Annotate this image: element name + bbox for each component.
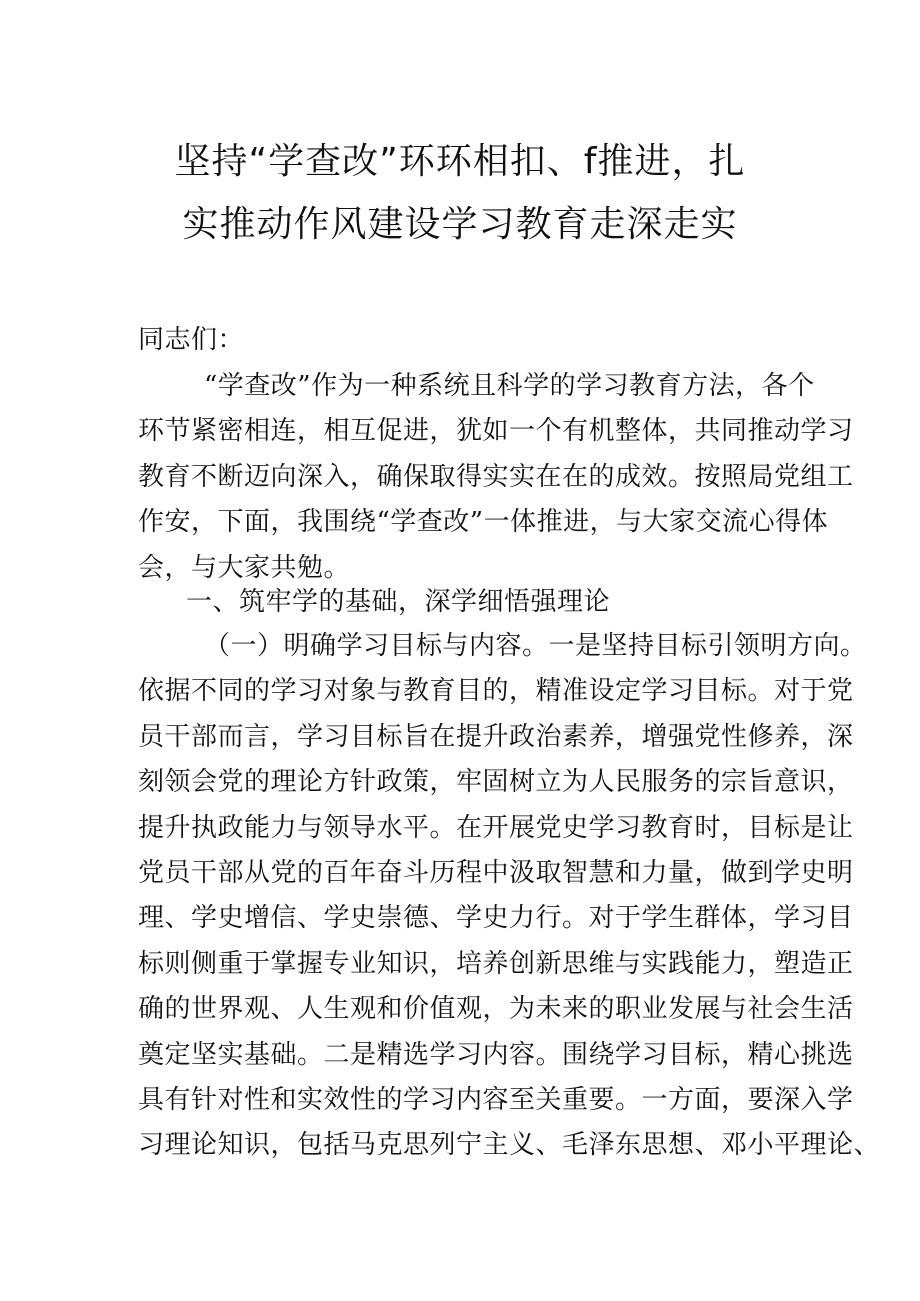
- paragraph-line: 作安，下面，我围绕“学查改”一体推进，与大家交流心得体: [138, 507, 829, 538]
- document-title-line-1: 坚持“学查改”环环相扣、f推进，扎: [174, 141, 746, 182]
- salutation: 同志们：: [138, 325, 245, 355]
- paragraph-line: 依据不同的学习对象与教育目的，精准设定学习目标。对于党: [138, 676, 854, 707]
- paragraph-line: 确的世界观、人生观和价值观，为未来的职业发展与社会生活: [138, 994, 854, 1025]
- paragraph-line: 习理论知识，包括马克思列宁主义、毛泽东思想、邓小平理论、: [138, 1130, 881, 1161]
- section-heading-text: 一、筑牢学的基础，深学细悟强理论: [186, 587, 611, 617]
- paragraph-line: 理、学史增信、学史崇德、学史力行。对于学生群体，学习目: [138, 903, 854, 934]
- paragraph-line: 党员干部从党的百年奋斗历程中汲取智慧和力量，做到学史明: [138, 857, 854, 888]
- paragraph-line: 标则侧重于掌握专业知识，培养创新思维与实践能力，塑造正: [138, 948, 854, 979]
- paragraph-line: （一）明确学习目标与内容。一是坚持目标引领明方向。: [204, 631, 867, 661]
- paragraph-line: 教育不断迈向深入，确保取得实实在在的成效。按照局党组工: [138, 461, 854, 492]
- section-heading: [138, 580, 798, 625]
- paragraph-line: 提升执政能力与领导水平。在开展党史学习教育时，目标是让: [138, 812, 854, 843]
- document-title-line-2: 实推动作风建设学习教育走深走实: [182, 204, 738, 245]
- paragraph-line: 具有针对性和实效性的学习内容至关重要。一方面，要深入学: [138, 1084, 854, 1115]
- paragraph-line: 环节紧密相连，相互促进，犹如一个有机整体，共同推动学习: [138, 416, 854, 447]
- paragraph-line: 刻领会党的理论方针政策，牢固树立为人民服务的宗旨意识，: [138, 767, 854, 798]
- intro-paragraph: [138, 364, 854, 591]
- paragraph-line: “学查改”作为一种系统且科学的学习教育方法，各个: [204, 371, 815, 401]
- paragraph-line: 会，与大家共勉。: [138, 552, 351, 583]
- paragraph-line: 奠定坚实基础。二是精选学习内容。围绕学习目标，精心挑选: [138, 1039, 854, 1070]
- section-paragraph: [138, 624, 881, 1169]
- paragraph-line: 员干部而言，学习目标旨在提升政治素养，增强党性修养，深: [138, 721, 854, 752]
